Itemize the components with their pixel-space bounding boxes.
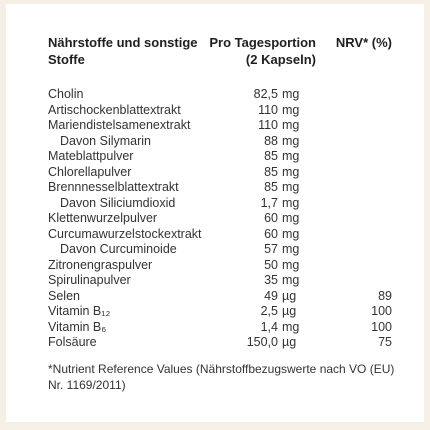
- dose-unit: mg: [282, 133, 300, 148]
- dose-unit: mg: [282, 87, 300, 101]
- dose-value: 1,7: [260, 195, 278, 210]
- table-row: [6, 118, 424, 134]
- dose-value: 85: [264, 164, 278, 179]
- dose-value: 85: [264, 149, 278, 163]
- nutrient-rows: [6, 87, 424, 351]
- nutrient-name: Mateblattpulver: [48, 149, 134, 163]
- table-row: [6, 242, 424, 258]
- dose-unit: µg: [282, 288, 297, 303]
- nrv-value: 100: [371, 304, 392, 318]
- nutrient-name: Brennnesselblattextrakt: [48, 180, 179, 194]
- dose-value: 88: [264, 133, 278, 148]
- table-row: [6, 134, 424, 150]
- nutrient-name: Folsäure: [48, 335, 97, 349]
- dose-unit: mg: [282, 118, 300, 132]
- dose-unit: mg: [282, 226, 300, 241]
- table-row: [6, 335, 424, 351]
- table-row: [6, 196, 424, 212]
- dose-value: 82,5: [253, 87, 278, 101]
- dose-value: 85: [264, 180, 278, 194]
- nutrient-name: Davon Curcuminoide: [60, 242, 177, 256]
- header-nrv: NRV* (%): [335, 35, 392, 50]
- dose-value: 35: [264, 273, 278, 287]
- nutrient-name: Davon Silymarin: [60, 133, 152, 148]
- table-row: [6, 211, 424, 227]
- dose-value: 110: [258, 102, 278, 117]
- table-row: [6, 165, 424, 181]
- nutrient-name: Davon Siliciumdioxid: [60, 195, 176, 210]
- dose-unit: µg: [282, 335, 297, 349]
- dose-value: 150,0: [246, 335, 278, 349]
- table-row: [6, 289, 424, 305]
- dose-value: 57: [264, 242, 278, 256]
- table-row: [6, 273, 424, 289]
- dose-value: 110: [258, 118, 278, 132]
- table-row: [6, 87, 424, 103]
- table-row: [6, 227, 424, 243]
- table-row: [6, 180, 424, 196]
- table-row: [6, 149, 424, 165]
- nutrient-name: Chlorellapulver: [48, 164, 132, 179]
- dose-unit: mg: [282, 195, 300, 210]
- dose-value: 60: [264, 211, 278, 225]
- dose-unit: mg: [282, 242, 300, 256]
- nutrient-name: Spirulinapulver: [48, 273, 131, 287]
- table-row: [6, 103, 424, 119]
- table-row: [6, 320, 424, 336]
- header-nutrients: Nährstoffe und sonstige Stoffe: [48, 35, 198, 67]
- nutrient-name: Klettenwurzelpulver: [48, 211, 158, 225]
- dose-unit: mg: [282, 102, 300, 117]
- dose-unit: mg: [282, 257, 300, 272]
- nutrient-name: Zitronengraspulver: [48, 257, 153, 272]
- dose-value: 49: [264, 288, 278, 303]
- dose-value: 60: [264, 226, 278, 241]
- dose-unit: mg: [282, 211, 300, 225]
- footnote: *Nutrient Reference Values (Nährstoffbezugswerte nach VO (EU) Nr. 1169/2011): [48, 362, 395, 392]
- dose-unit: µg: [282, 304, 297, 318]
- dose-unit: mg: [282, 164, 300, 179]
- nutrient-name: Selen: [48, 288, 80, 303]
- dose-unit: mg: [282, 273, 300, 287]
- dose-unit: mg: [282, 149, 300, 163]
- dose-unit: mg: [282, 180, 300, 194]
- nutrition-table-card: [6, 4, 424, 422]
- dose-unit: mg: [282, 319, 300, 334]
- nutrient-name: Vitamin B₁₂: [48, 304, 111, 318]
- nutrient-name: Vitamin B₆: [48, 319, 107, 334]
- dose-value: 50: [264, 257, 278, 272]
- nutrient-name: Mariendistelsamenextrakt: [48, 118, 191, 132]
- nrv-value: 89: [378, 288, 392, 303]
- nrv-value: 75: [378, 335, 392, 349]
- dose-value: 1,4: [260, 319, 278, 334]
- header-daily-dose: Pro Tagesportion (2 Kapseln): [209, 35, 316, 67]
- nutrient-name: Artischockenblattextrakt: [48, 102, 181, 117]
- nutrient-name: Curcumawurzelstockextrakt: [48, 226, 202, 241]
- dose-value: 2,5: [260, 304, 278, 318]
- table-row: [6, 258, 424, 274]
- nrv-value: 100: [371, 319, 392, 334]
- nutrient-name: Cholin: [48, 87, 84, 101]
- table-row: [6, 304, 424, 320]
